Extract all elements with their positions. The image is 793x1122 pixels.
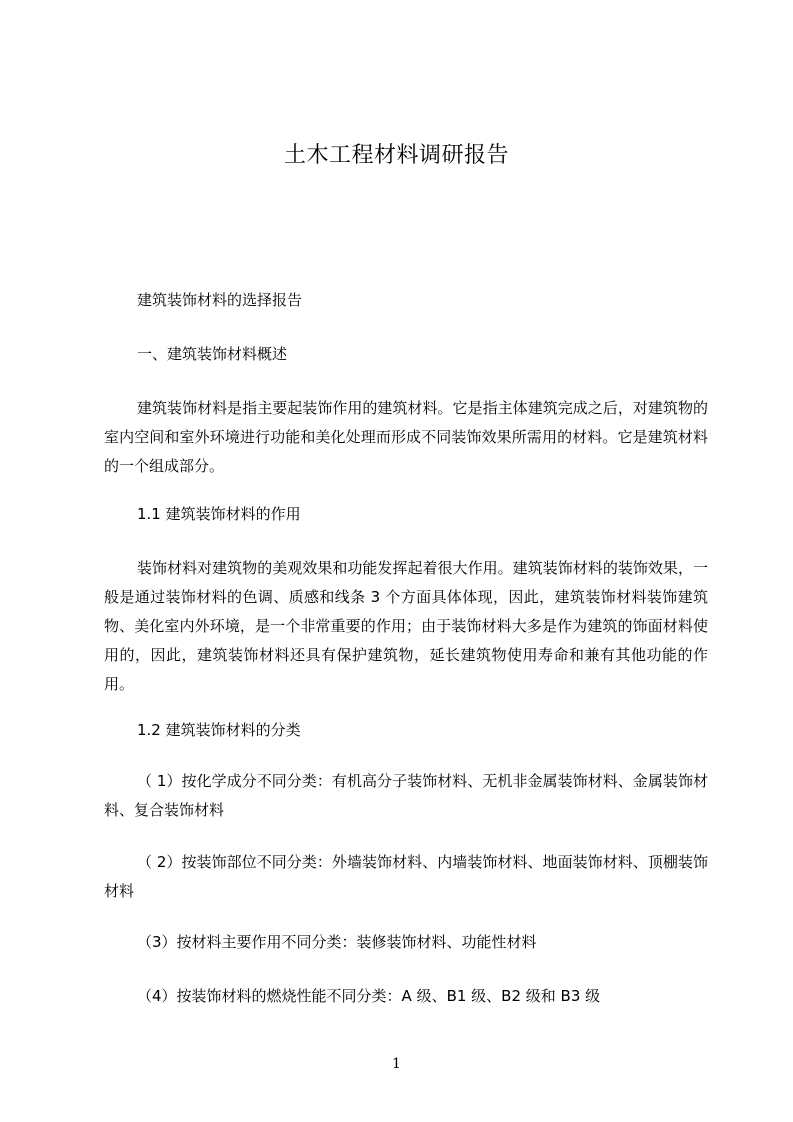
section-heading-function: 1.1 建筑装饰材料的作用 [137,505,301,523]
classification-item-2: （ 2）按装饰部位不同分类：外墙装饰材料、内墙装饰材料、地面装饰材料、顶棚装饰材料 [104,853,708,900]
classification-item-1: （ 1）按化学成分不同分类：有机高分子装饰材料、无机非金属装饰材料、金属装饰材料、复合装饰材料 [104,772,708,819]
classification-item-4: （4）按装饰材料的燃烧性能不同分类：A 级、B1 级、B2 级和 B3 级 [137,987,601,1005]
document-title: 土木工程材料调研报告 [283,143,509,168]
report-subtitle: 建筑装饰材料的选择报告 [137,291,303,309]
section-heading-classification: 1.2 建筑装饰材料的分类 [137,721,301,739]
paragraph-overview: 建筑装饰材料是指主要起装饰作用的建筑材料。它是指主体建筑完成之后，对建筑物的室内空间和室外环境进行功能和美化处理而形成不同装饰效果所需用的材料。它是建筑材料的一个组成部分。 [104,399,708,475]
classification-item-3: （3）按材料主要作用不同分类：装修装饰材料、功能性材料 [137,933,537,951]
section-heading-overview: 一、建筑装饰材料概述 [137,345,288,363]
paragraph-function: 装饰材料对建筑物的美观效果和功能发挥起着很大作用。建筑装饰材料的装饰效果，一般是通过装饰材料的色调、质感和线条 3 个方面具体体现，因此，建筑装饰材料装饰建筑物、美化室内外环境，是一个非常重要的作用；由于装饰材料大多是作为建筑的饰面材料使用的，因此，建筑装饰材料还具有保护建筑物，延长建筑物使用寿命和兼有其他功能的作用。 [104,559,708,693]
page-number: 1 [392,1056,401,1072]
